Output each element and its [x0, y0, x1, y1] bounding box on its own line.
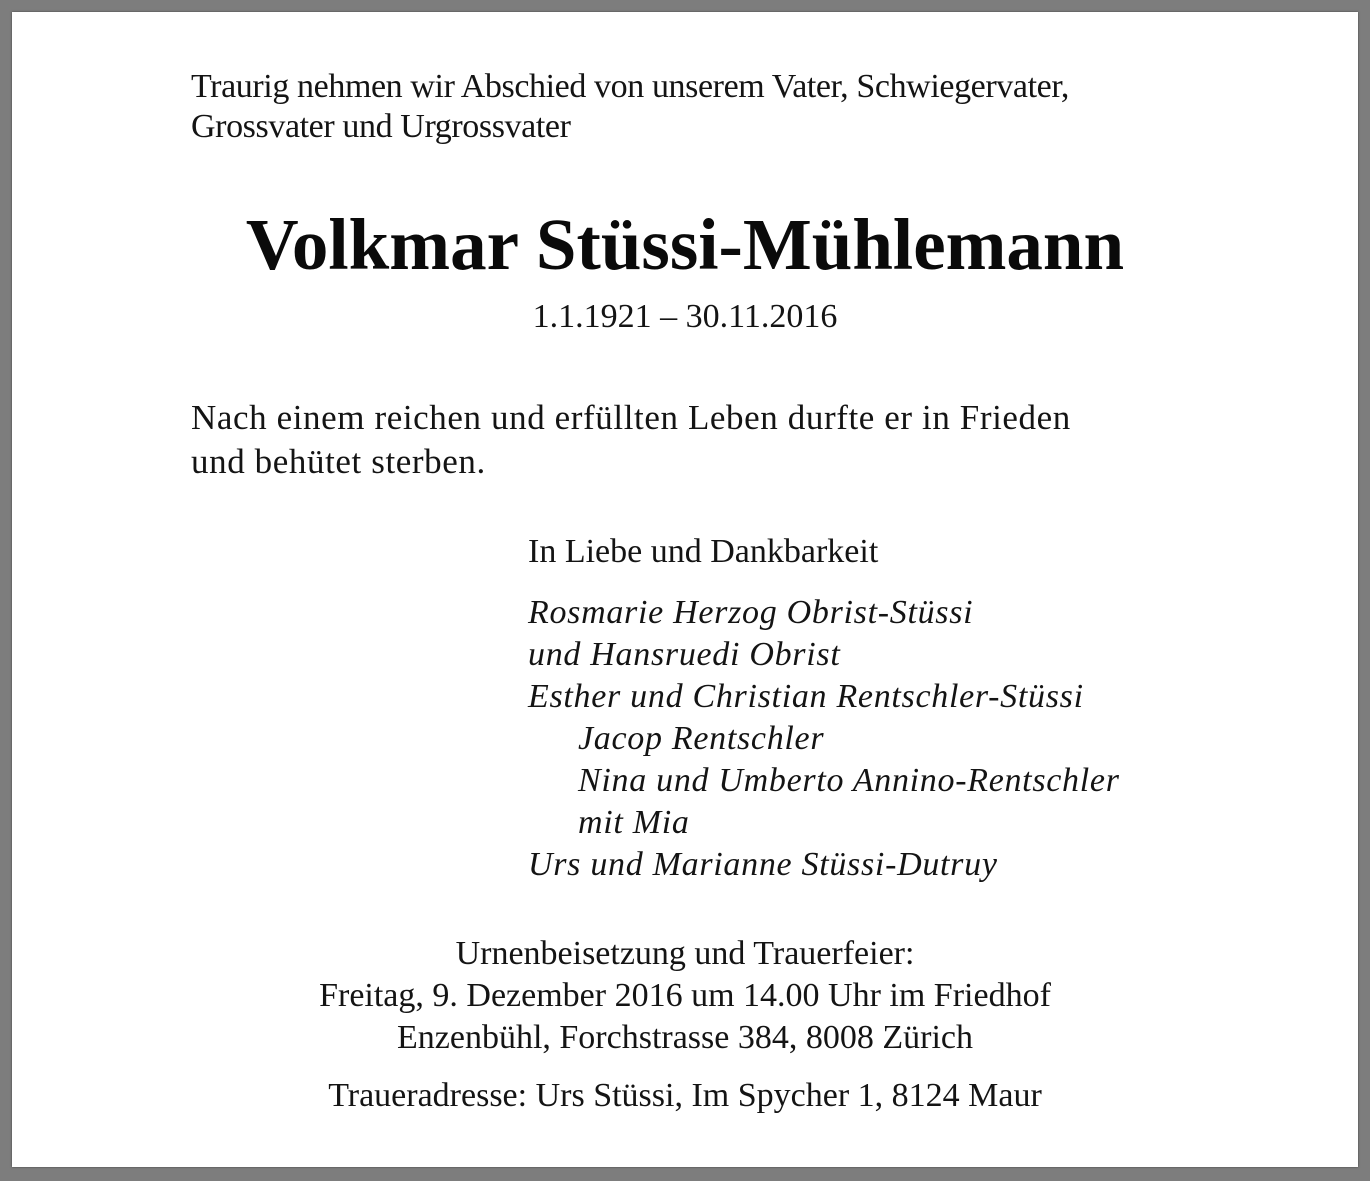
service-info — [12, 933, 1358, 1059]
family-line: Urs und Marianne Stüssi-Dutruy — [528, 846, 998, 883]
family-line: Esther und Christian Rentschler-Stüssi — [528, 678, 1084, 715]
closing-text: In Liebe und Dankbarkeit — [528, 533, 879, 570]
family-line: Nina und Umberto Annino-Rentschler — [578, 762, 1120, 799]
service-line-1: Urnenbeisetzung und Trauerfeier: — [455, 935, 915, 972]
obituary-notice — [12, 12, 1358, 1167]
intro-line-1: Traurig nehmen wir Abschied von unserem Vater, Schwiegervater, — [191, 68, 1069, 105]
family-line: Jacop Rentschler — [578, 720, 825, 757]
mourning-address: Traueradresse: Urs Stüssi, Im Spycher 1, 8124 Maur — [328, 1077, 1042, 1114]
intro-line-2: Grossvater und Urgrossvater — [191, 108, 571, 145]
family-list — [528, 592, 1120, 886]
message-line-2: und behütet sterben. — [191, 442, 486, 481]
message-line-1: Nach einem reichen und erfüllten Leben durfte er in Frieden — [191, 398, 1071, 437]
document-page — [12, 12, 1358, 1167]
intro-text — [191, 67, 1069, 147]
family-line: mit Mia — [578, 804, 690, 841]
family-line: Rosmarie Herzog Obrist-Stüssi — [528, 594, 974, 631]
service-line-2: Freitag, 9. Dezember 2016 um 14.00 Uhr im Friedhof — [319, 977, 1051, 1014]
family-line: und Hansruedi Obrist — [528, 636, 841, 673]
life-dates: 1.1.1921 – 30.11.2016 — [532, 298, 838, 335]
deceased-name: Volkmar Stüssi-Mühlemann — [245, 204, 1125, 285]
service-line-3: Enzenbühl, Forchstrasse 384, 8008 Zürich — [397, 1019, 973, 1056]
message-text — [191, 396, 1071, 484]
